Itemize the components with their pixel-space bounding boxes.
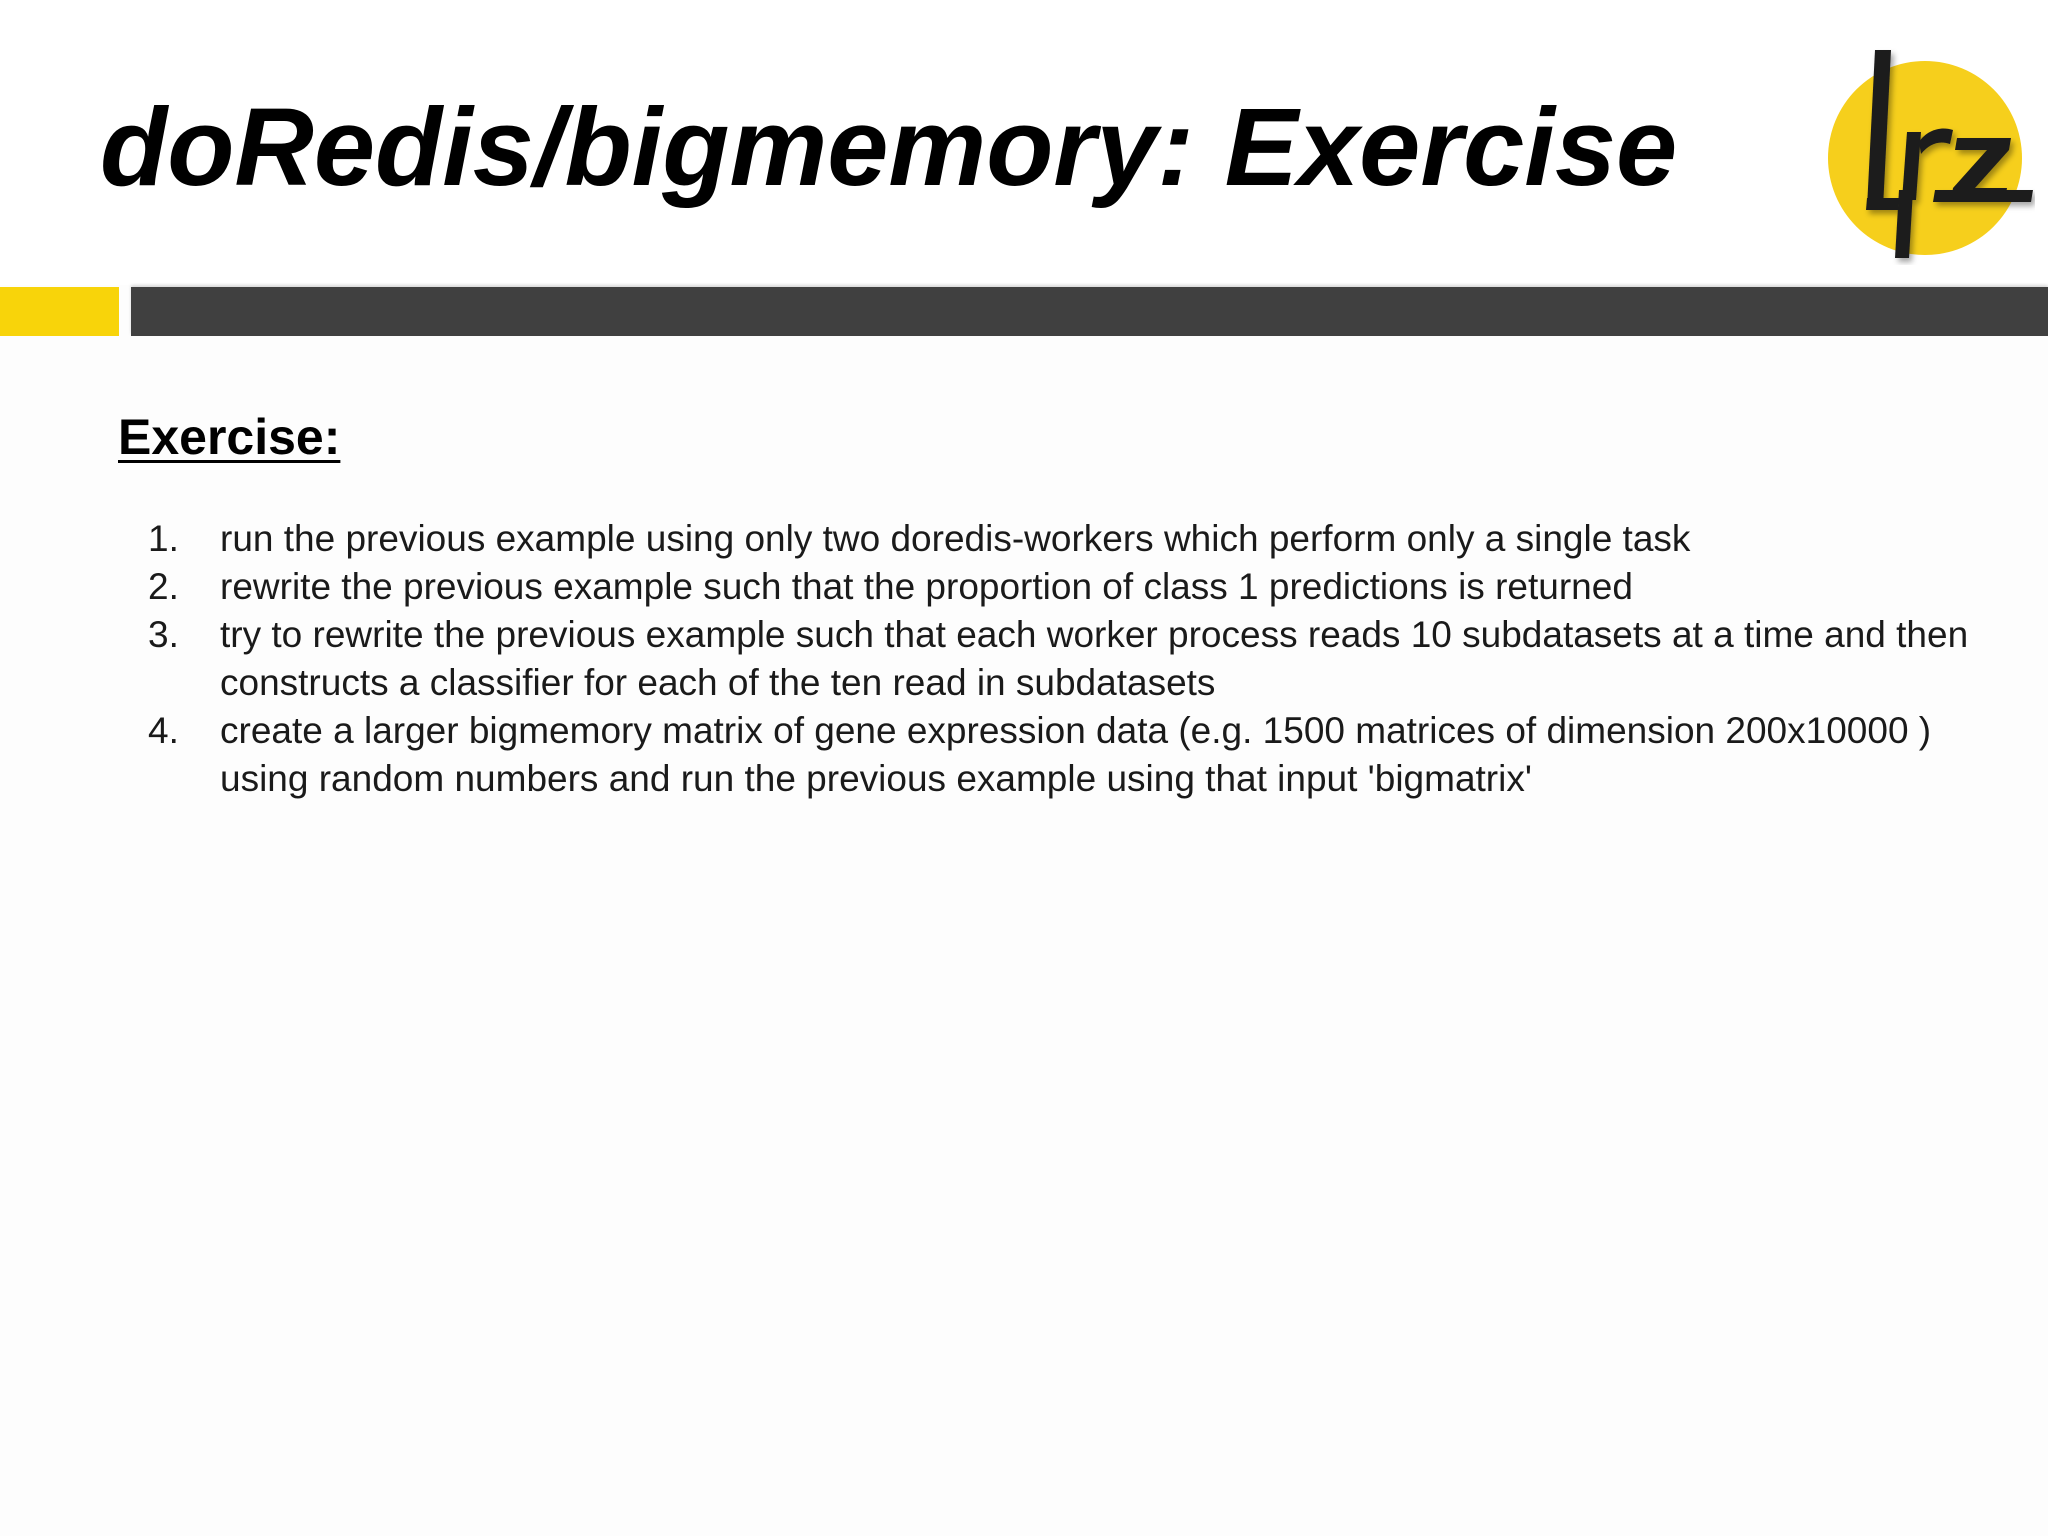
exercise-list [148,515,2028,803]
list-item [148,611,2028,707]
list-item-number: 4. [148,710,179,751]
lrz-logo-icon [1815,40,2035,265]
header-accent-bar-dark [131,287,2048,336]
list-item [148,563,2028,611]
slide-title: doRedis/bigmemory: Exercise [100,86,1678,209]
list-item-text: rewrite the previous example such that the proportion of class 1 predictions is returned [220,566,1633,607]
section-heading: Exercise: [118,409,341,465]
list-item-text: create a larger bigmemory matrix of gene expression data (e.g. 1500 matrices of dimension 200x10000 ) using random numbers and run the previous example using that input 'bigmatrix' [220,710,1932,799]
list-item-number: 3. [148,614,179,655]
list-item [148,707,2028,803]
list-item [148,515,2028,563]
header-accent-bar-yellow [0,287,119,336]
list-item-number: 2. [148,566,179,607]
list-item-text: try to rewrite the previous example such that each worker process reads 10 subdatasets at a time and then constructs a classifier for each of the ten read in subdatasets [220,614,1969,703]
list-item-number: 1. [148,518,179,559]
list-item-text: run the previous example using only two doredis-workers which perform only a single task [220,518,1691,559]
